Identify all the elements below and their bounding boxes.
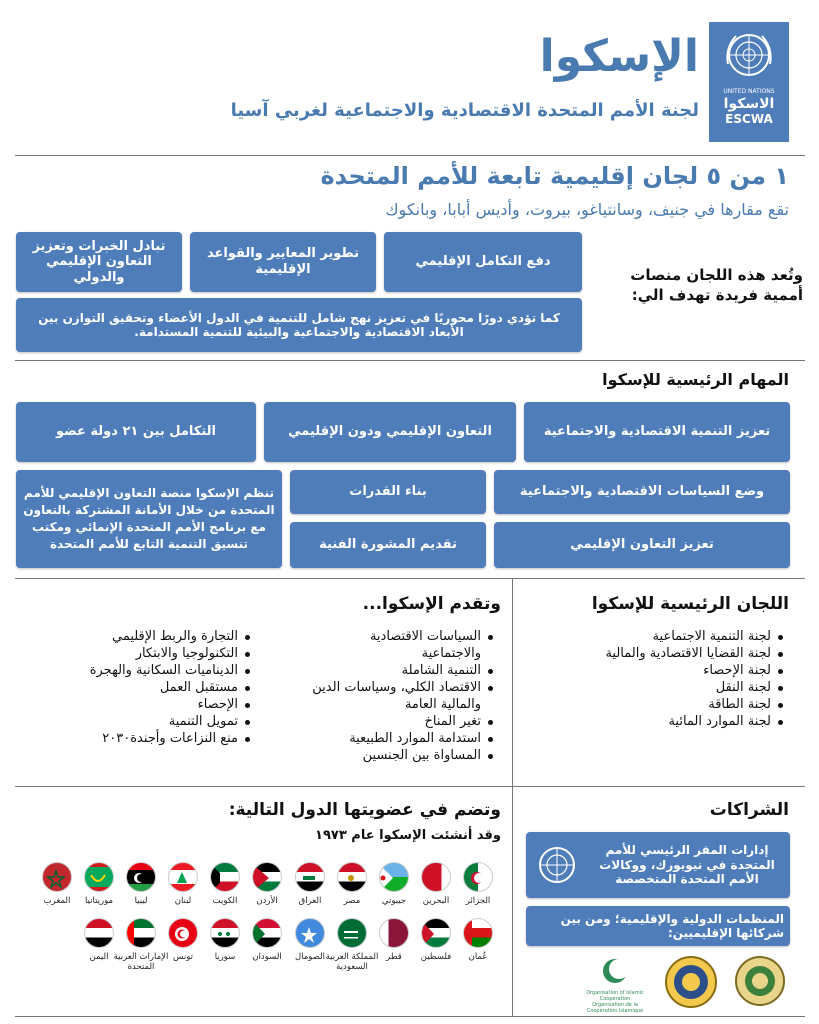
divider	[15, 1016, 805, 1017]
flag-yemen	[84, 918, 114, 948]
offers-heading: وتقدم الإسكوا...	[362, 594, 501, 614]
country-name: العراق	[298, 896, 322, 906]
flag-egypt	[337, 862, 367, 892]
flag-lebanon	[168, 862, 198, 892]
country-name: المغرب	[43, 896, 71, 906]
goal-standards: تطوير المعايير والقواعد الإقليمية	[190, 232, 376, 292]
flag-uae	[126, 918, 156, 948]
country-name: مصر	[343, 896, 361, 906]
intro-headline: ١ من ٥ لجان إقليمية تابعة للأمم المتحدة	[320, 162, 789, 190]
list-item: السياسات الاقتصادية والاجتماعية	[345, 628, 495, 662]
list-item: الإحصاء	[56, 696, 252, 713]
goal-regional-integration: دفع التكامل الإقليمي	[384, 232, 582, 292]
list-item: الاقتصاد الكلي، وسياسات الدين والمالية العامة	[269, 679, 495, 713]
gcc-logo-icon	[664, 955, 718, 1009]
flag-mauritania	[84, 862, 114, 892]
task-member-integration: التكامل بين ٢١ دولة عضو	[16, 402, 256, 462]
offers-list-1	[265, 628, 495, 764]
country-name: الجزائر	[465, 896, 491, 906]
list-item: لجنة النقل	[515, 679, 785, 696]
logo-un-line: UNITED NATIONS	[723, 88, 775, 95]
list-item: لجنة الموارد المائية	[515, 713, 785, 730]
flag-libya	[126, 862, 156, 892]
intro-locations: تقع مقارها في جنيف، وسانتياغو، بيروت، وأديس أبابا، وبانكوك	[385, 200, 789, 219]
divider	[15, 360, 805, 361]
flag-bahrain	[421, 862, 451, 892]
divider	[15, 155, 805, 156]
country-name: الأردن	[256, 896, 278, 906]
committees-heading: اللجان الرئيسية للإسكوا	[591, 594, 789, 614]
flag-tunisia	[168, 918, 198, 948]
committees-list	[515, 628, 785, 730]
country-name: فلسطين	[420, 952, 452, 962]
country-name: الكويت	[212, 896, 238, 906]
flag-algeria	[463, 862, 493, 892]
flag-iraq	[295, 862, 325, 892]
divider	[15, 786, 805, 787]
country-name: لبنان	[174, 896, 192, 906]
un-partners-box	[526, 832, 790, 898]
list-item: استدامة الموارد الطبيعية	[265, 730, 495, 747]
list-item: لجنة القضايا الاقتصادية والمالية	[515, 645, 785, 662]
list-item: المساواة بين الجنسين	[265, 747, 495, 764]
orgs-box: المنظمات الدولية والإقليمية؛ ومن بين شركائها الإقليميين:	[526, 906, 790, 946]
flag-jordan	[252, 862, 282, 892]
divider	[15, 578, 805, 579]
un-partners-text: إدارات المقر الرئيسي للأمم المتحدة في نيويورك، ووكالات الأمم المتحدة المتخصصة	[599, 843, 775, 887]
un-emblem-icon	[722, 28, 776, 82]
list-item: لجنة الطاقة	[515, 696, 785, 713]
arab-league-logo-icon	[734, 955, 786, 1007]
list-item: مستقبل العمل	[56, 679, 252, 696]
founded-text: وقد أنشئت الإسكوا عام ١٩٧٣	[315, 828, 501, 843]
flag-kuwait	[210, 862, 240, 892]
country-name: اليمن	[89, 952, 109, 962]
flag-somalia	[295, 918, 325, 948]
country-name: الإمارات العربية المتحدة	[113, 952, 169, 972]
task-regional-cooperation: التعاون الإقليمي ودون الإقليمي	[264, 402, 516, 462]
country-name: البحرين	[422, 896, 450, 906]
oic-crescent-icon	[598, 956, 632, 986]
list-item: لجنة الإحصاء	[515, 662, 785, 679]
un-emblem-icon	[534, 842, 580, 888]
country-name: المملكة العربية السعودية	[325, 952, 379, 972]
country-name: تونس	[173, 952, 193, 962]
platform-note: تنظم الإسكوا منصة التعاون الإقليمي للأمم المتحدة من خلال الأمانة المشتركة بالتعاون مع برنامج الأمم المتحدة الإنمائي ومكتب تنسيق التنمية التابع للأمم المتحدة	[16, 470, 282, 568]
country-name: الصومال	[294, 952, 326, 962]
flag-qatar	[379, 918, 409, 948]
column-divider	[512, 786, 513, 1016]
logo-english: ESCWA	[725, 112, 773, 126]
list-item: الديناميات السكانية والهجرة	[56, 662, 252, 679]
flag-syria	[210, 918, 240, 948]
partnerships-heading: الشراكات	[709, 800, 789, 820]
list-item: لجنة التنمية الاجتماعية	[515, 628, 785, 645]
flag-oman	[463, 918, 493, 948]
oic-logo	[582, 956, 648, 1014]
list-item: تمويل التنمية	[56, 713, 252, 730]
country-name: ليبيا	[134, 896, 148, 906]
country-name: قطر	[386, 952, 402, 962]
flag-morocco	[42, 862, 72, 892]
oic-caption-fr: Organisation de la Coopération Islamique	[586, 1002, 644, 1014]
role-description: كما تؤدي دورًا محوريًا في تعزيز نهج شامل للتنمية في الدول الأعضاء وتحقيق التوازن بين الأبعاد الاقتصادية والاجتماعية والبيئية للتنمية المستدامة.	[16, 298, 582, 352]
country-name: موريتانيا	[84, 896, 114, 906]
country-name: عُمان	[468, 952, 488, 962]
task-capacity-building: بناء القدرات	[290, 470, 486, 514]
task-policy-making: وضع السياسات الاقتصادية والاجتماعية	[494, 470, 790, 514]
page-subtitle: لجنة الأمم المتحدة الاقتصادية والاجتماعية لغربي آسيا	[230, 100, 699, 121]
country-name: سوريا	[214, 952, 236, 962]
flag-saudi-arabia	[337, 918, 367, 948]
task-economic-social-development: تعزيز التنمية الاقتصادية والاجتماعية	[524, 402, 790, 462]
task-regional-cooperation-boost: تعزيز التعاون الإقليمي	[494, 522, 790, 568]
logo-arabic: الاسكوا	[723, 96, 775, 112]
oic-caption: Organisation of Islamic Cooperation	[586, 990, 644, 1002]
platform-label: وتُعد هذه اللجان منصات أممية فريدة تهدف الي:	[630, 266, 803, 304]
flag-djibouti	[379, 862, 409, 892]
task-technical-advice: تقديم المشورة الفنية	[290, 522, 486, 568]
list-item: التكنولوجيا والابتكار	[56, 645, 252, 662]
list-item: منع النزاعات وأجندة٢٠٣٠	[56, 730, 252, 747]
column-divider	[512, 578, 513, 788]
list-item: التجارة والربط الإقليمي	[56, 628, 252, 645]
flag-palestine	[421, 918, 451, 948]
country-name: جيبوتي	[381, 896, 407, 906]
list-item: التنمية الشاملة	[265, 662, 495, 679]
offers-list-2	[56, 628, 252, 747]
country-name: السودان	[252, 952, 282, 962]
goal-experience-exchange: تبادل الخبرات وتعزيز التعاون الإقليمي والدولي	[16, 232, 182, 292]
members-heading: وتضم في عضويتها الدول التالية:	[228, 800, 501, 820]
tasks-heading: المهام الرئيسية للإسكوا	[602, 370, 789, 389]
escwa-logo	[709, 22, 789, 142]
page-title: الإسكوا	[539, 31, 699, 82]
flag-sudan	[252, 918, 282, 948]
list-item: تغير المناخ	[265, 713, 495, 730]
